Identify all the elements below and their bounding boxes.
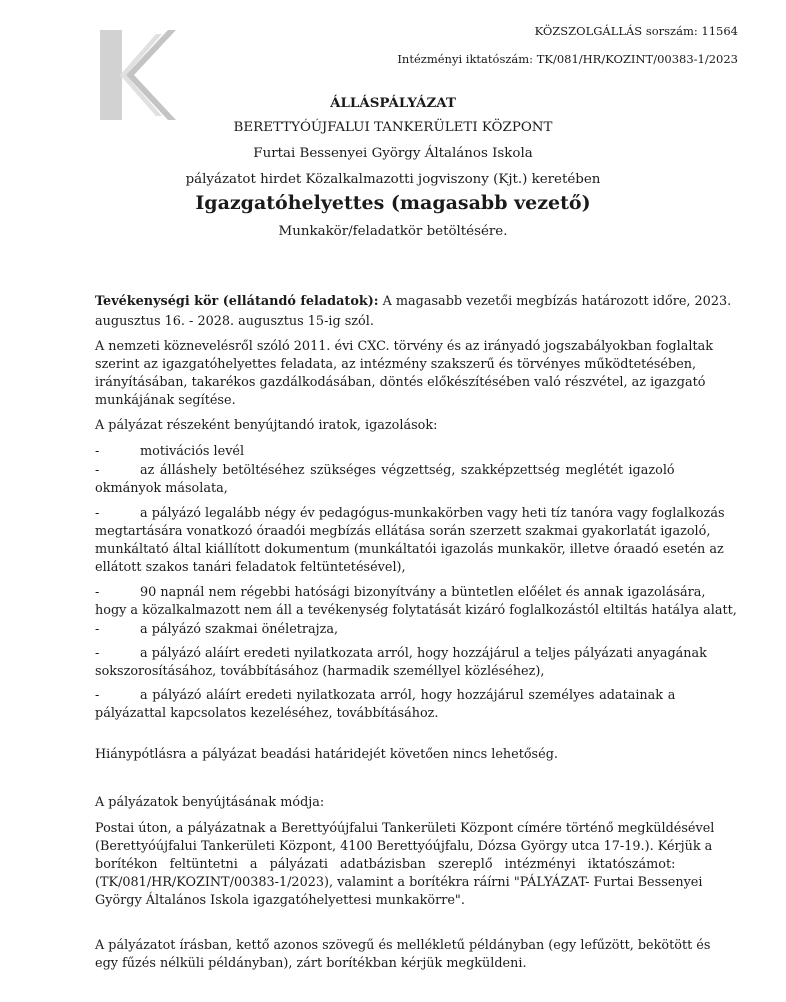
- doc-item-6-line-1: a pályázó aláírt eredeti nyilatkozata arról, hogy hozzájárul a teljes pályázati anyagának: [140, 646, 707, 661]
- doc-item-6-line-2: sokszorosításához, továbbításához (harmadik személlyel közléséhez),: [95, 664, 545, 679]
- doc-item-2-line-1: az álláshely betöltéséhez szükséges végzettség, szakképzettség meglétét igazoló: [140, 463, 675, 478]
- duties-label: Tevékenységi kör (ellátandó feladatok):: [95, 294, 379, 309]
- list-dash: -: [95, 622, 100, 637]
- position-title: Igazgatóhelyettes (magasabb vezető): [195, 192, 591, 214]
- doc-item-3-line-3: munkáltató által kiállított dokumentum (munkáltatói igazolás munkakör, illetve óraadó esetén az: [95, 542, 724, 557]
- list-dash: -: [95, 688, 100, 703]
- doc-item-7-line-2: pályázattal kapcsolatos kezeléséhez, továbbításához.: [95, 706, 439, 721]
- duties-text: A magasabb vezetői megbízás határozott időre, 2023.: [378, 294, 732, 309]
- tankerulet-logo: [98, 20, 178, 134]
- submission-line-2: (Berettyóújfalui Tankerületi Központ, 4100 Berettyóújfalu, Dózsa György utca 17-19.). Kérjük a: [95, 839, 713, 854]
- law-line-3: irányításában, takarékos gazdálkodásában, döntés előkészítésében való részvétel, az igazgató: [95, 375, 706, 390]
- list-dash: -: [95, 646, 100, 661]
- list-dash: -: [95, 506, 100, 521]
- documents-intro: A pályázat részeként benyújtandó iratok, igazolások:: [95, 418, 438, 433]
- written-line-2: egy fűzés nélküli példányban), zárt borítékban kérjük megküldeni.: [95, 956, 527, 971]
- doc-item-4-line-2: hogy a közalkalmazott nem áll a tevékenység folytatását kizáró foglalkozástól eltiltás hatálya alatt,: [95, 603, 737, 618]
- doc-item-5: a pályázó szakmai önéletrajza,: [140, 622, 339, 637]
- serial-number: KÖZSZOLGÁLLÁS sorszám: 11564: [534, 24, 738, 38]
- submission-line-4: (TK/081/HR/KOZINT/00383-1/2023), valamint a borítékra ráírni "PÁLYÁZAT- Furtai Bessenyei: [95, 875, 703, 890]
- law-line-1: A nemzeti köznevelésről szóló 2011. évi CXC. törvény és az irányadó jogszabályokban foglaltak: [95, 339, 713, 354]
- document-title: ÁLLÁSPÁLYÁZAT: [330, 95, 456, 111]
- doc-item-2-line-2: okmányok másolata,: [95, 481, 228, 496]
- deficiency-note: Hiánypótlásra a pályázat beadási határidejét követően nincs lehetőség.: [95, 747, 558, 762]
- doc-item-3-line-1: a pályázó legalább négy év pedagógus-munkakörben vagy heti tíz tanóra vagy foglalkozás: [140, 506, 725, 521]
- duties-paragraph: [95, 294, 731, 309]
- written-line-1: A pályázatot írásban, kettő azonos szövegű és mellékletű példányban (egy lefűzött, bekötött és: [95, 938, 711, 953]
- submission-heading: A pályázatok benyújtásának módja:: [95, 795, 325, 810]
- list-dash: -: [95, 463, 100, 478]
- submission-line-1: Postai úton, a pályázatnak a Berettyóújfalui Tankerületi Központ címére történő megküldésével: [95, 821, 715, 836]
- law-line-4: munkájának segítése.: [95, 393, 236, 408]
- k-logo-icon: [98, 20, 178, 130]
- position-subtitle: Munkakör/feladatkör betöltésére.: [278, 224, 508, 239]
- school-name: Furtai Bessenyei György Általános Iskola: [253, 146, 533, 161]
- list-dash: -: [95, 585, 100, 600]
- law-line-2: szerint az igazgatóhelyettes feladata, az intézmény szakszerű és törvényes működtetésében,: [95, 357, 697, 372]
- submission-line-3: borítékon feltüntetni a pályázati adatbázisban szereplő intézményi iktatószámot:: [95, 857, 676, 872]
- doc-item-7-line-1: a pályázó aláírt eredeti nyilatkozata arról, hogy hozzájárul személyes adatainak a: [140, 688, 676, 703]
- doc-item-1: motivációs levél: [140, 444, 245, 459]
- doc-item-4-line-1: 90 napnál nem régebbi hatósági bizonyítvány a büntetlen előélet és annak igazolására,: [140, 585, 706, 600]
- registry-number: Intézményi iktatószám: TK/081/HR/KOZINT/00383-1/2023: [397, 52, 738, 66]
- doc-item-3-line-2: megtartására vonatkozó óraadói megbízás ellátása során szerzett szakmai gyakorlatát igazoló,: [95, 524, 711, 539]
- duties-period: augusztus 16. - 2028. augusztus 15-ig szól.: [95, 314, 374, 329]
- list-dash: -: [95, 444, 100, 459]
- announcement-line: pályázatot hirdet Közalkalmazotti jogviszony (Kjt.) keretében: [185, 172, 601, 187]
- doc-item-3-line-4: ellátott szakos tanári feladatok feltüntetésével),: [95, 560, 406, 575]
- submission-line-5: György Általános Iskola igazgatóhelyettesi munkakörre".: [95, 893, 465, 908]
- organization-name: BERETTYÓÚJFALUI TANKERÜLETI KÖZPONT: [233, 120, 553, 135]
